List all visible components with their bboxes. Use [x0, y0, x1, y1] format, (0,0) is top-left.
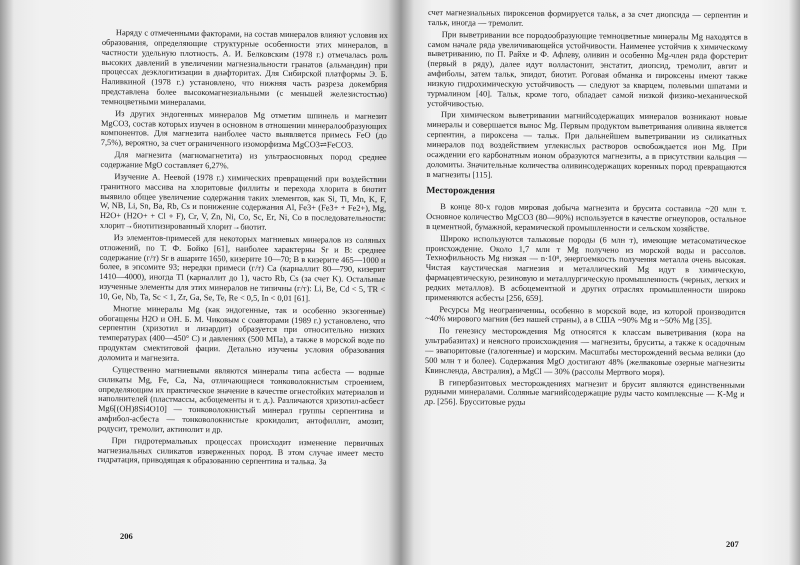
- left-paragraph: Многие минералы Mg (как эндогенные, так и особенно экзогенные) обогащены H2O и OH. Б. М. Чиковым с соавторами (1989 г.) установлено, что серпентин (хризотил и лизардит) образуется при относительно низких температурах (400—450° C) и давлениях (500 МПа), а также в морской воде по продуктам смектитовой фации. Детально изучены условия образования доломита и магнезита.: [98, 303, 386, 363]
- left-paragraph: Наряду с отмеченными факторами, на состав минералов влияют условия их образования, определяющие структурные особенности этих минералов, в частности удельную плотность. А. И. Белковским (1978 г.) отмечалась роль высоких давлений в увеличении магнезиальности гранатов (альмандин) при процессах деэклогитизации в диафторитах. Для Сибирской платформы Э. Б. Наливкиной (1978 г.) установлено, что нижняя часть разреза докембрия представлена более высокомагнезиальными (с меньшей железистостью) темноцветными минералами.: [101, 28, 388, 107]
- book-gutter: [388, 0, 414, 565]
- right-paragraph: При выветривании все породообразующие темноцветные минералы Mg находятся в самом начале ряда увеличивающейся устойчивости. Наименее устойчив к химическому выветриванию, по П. Райхе и Ф. Афлеву, оливин и особенно Mg-член ряда форстерит (первый в ряду), далее идут волластонит, энстатит, диопсид, тремолит, авгит и амфиболы, затем тальк, эпидот, биотит. Роговая обманка и пироксены имеют также низкую гидрохимическую устойчивость — следуют за кварцем, полевыми шпатами и турмалином [40]. Тальк, кроме того, обладает самой низкой физико-механической устойчивостью.: [427, 29, 748, 109]
- left-page-edge: [0, 0, 14, 565]
- right-paragraph: Ресурсы Mg неограниченны, особенно в морской воде, из которой производится ~40% мирового магния (без нашей страны), а в США ~90% Mg и ~50% Mg [35].: [425, 304, 746, 326]
- right-paragraph: В конце 80-х годов мировая добыча магнезита и брусита составила ~20 млн т. Основное количество MgCO3 (80—90%) используется в качестве огнеупоров, остальное в цементной, бумажной, керамической промышленности и сельском хозяйстве.: [426, 202, 747, 234]
- right-paragraph: При химическом выветривании магнийсодержащих минералов возникают новые минералы и совершается вынос Mg. Первым продуктом выветривания оливина является серпентин, а пироксена — тальк. При дальнейшем выветривании из силикатных минералов под воздействием углекислых растворов освобождается ион Mg. При осаждении его карбонатным ионом образуются магнезиты, а в присутствии кальция — доломиты. Значительные количества оливинсодержащих коренных пород превращаются в магнезиты [115].: [426, 110, 748, 180]
- left-page: [97, 28, 388, 470]
- left-paragraph: Из других эндогенных минералов Mg отметим шпинель и магнезит MgCO3, состав которых изучен в основном в отношении минералообразующих компонентов. Для магнезита наиболее часто выявляется примесь FeO (до 7,5%), вероятно, за счет ограниченного изоморфизма MgCO3⇌FeCO3.: [100, 108, 388, 150]
- right-page-number: 207: [726, 539, 739, 549]
- right-page-edge: [788, 0, 800, 565]
- right-paragraph: счет магнезиальных пироксенов формируется тальк, а за счет диопсида — серпентин и тальк, иногда — тремолит.: [427, 8, 748, 28]
- right-paragraph: По генезису месторождения Mg относятся к классам выветривания (кора на ультрабазитах) и неясного происхождения — магнезиты, бруситы, а также к осадочным — эвапоритовые (галогенные) и морским. Масштабы месторождений весьма велики (до 500 млн т и более). Содержания MgO достигают 48% (желваковые озерные магнезиты Квинсленда, Австралия), а MgCl — 30% (рассолы Мертвого моря).: [424, 326, 746, 377]
- left-paragraph: Существенно магниевыми являются минералы типа асбеста — водные силикаты Mg, Fe, Ca, Na, отличающиеся тонковолокнистым строением, определяющим их практическое значение в качестве огнестойких материалов и наполнителей (пластмассы, асбоцементы и т. д.). Различаются хризотил-асбест Mg6[(OH)8Si4O10] — тонковолокнистый минерал группы серпентина и амфибол-асбеста — тонковолокнистые крокидолит, антофиллит, амозит, родусит, тремолит, актинолит и др.: [97, 364, 385, 435]
- left-page-number: 206: [120, 531, 133, 541]
- section-title: Месторождения: [426, 186, 495, 197]
- left-paragraph: Из элементов-примесей для некоторых магниевых минералов из соляных отложений, по Т. Ф. Бойко [61], наиболее характерны Sr и B: среднее содержание (г/т) Sr в ашарите 1650, кизерите 10—70; B в кизерите 465—1000 и более, в эпсомите 93; нередки примеси (г/т) Ca (карналлит 80—790, кизерит 1410—4000), иногда Tl (карналлит до 1), часто Rb, Cs (за счет K). Остальные изученные элементы для этих минералов не типичны (г/т): Li, Be, Cd < 5, TR < 10, Ge, Nb, Ta, Sc < 1, Zr, Ga, Se, Te, Re < 0,5, In < 0,01 [61].: [99, 233, 386, 304]
- right-page: [425, 8, 748, 412]
- left-paragraph: Для магнезита (магномагнетита) из ультраосновных пород среднее содержание MgO составляет 6,27%.: [100, 150, 387, 171]
- left-paragraph: Изучение А. Неевой (1978 г.) химических превращений при воздействии гранитного массива на хлоритовые филлиты и перехода хлорита в биотит выявило общее увеличение содержания таких элементов, как Si, Ti, Mn, K, F, W, NB, Li, Sn, Ba, Rb, Cs и понижение содержания Al, Fe3+ (Fe3+ + Fe2+), Mg, H2O+ (H2O+ + Cl + F), Cr, V, Zn, Ni, Co, Sc, Er, Ni, Co в последовательности: хлорит→биотитизированный хлорит→биотит.: [99, 171, 387, 232]
- right-paragraph: В гипербазитовых месторождениях магнезит и брусит являются единственными рудными минералами. Соляные магнийсодержащие руды часто комплексные — K-Mg и др. [256]. Брусситовые руды: [424, 377, 745, 408]
- left-paragraph: При гидротермальных процессах происходит изменение первичных магнезиальных силикатов изверженных пород. В этом случае имеет место гидратация, приводящая к образованию серпентина и талька. За: [97, 435, 384, 467]
- right-paragraph: Широко используются тальковые породы (6 млн т), имеющие метасоматическое происхождение. Около 1,7 млн т Mg получено из морской воды и рассолов. Технофильность Mg низкая — n·10⁸, энергоемкость получения металла очень высокая. Чистая каустическая магнезия и металлический Mg идут в химическую, фармацевтическую, резиновую и металлургическую промышленность (черных, легких и редких металлов). В асбоцементной и других отраслях промышленности широко применяются асбесты [256, 659].: [425, 233, 747, 303]
